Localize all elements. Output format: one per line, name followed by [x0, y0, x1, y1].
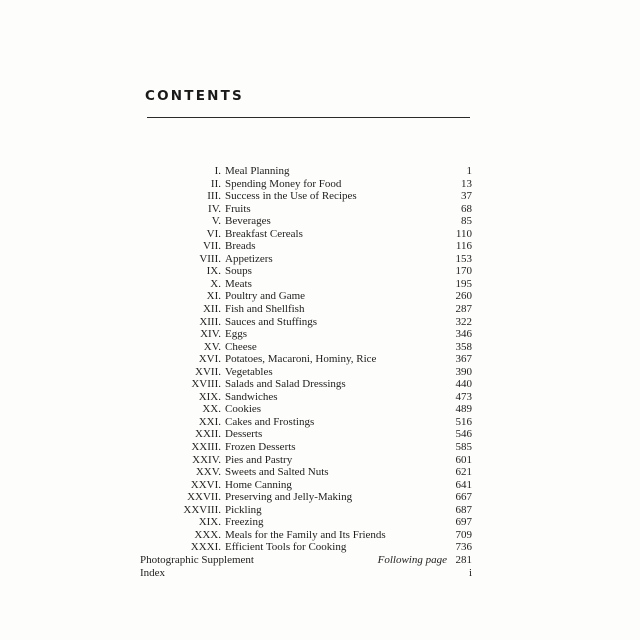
toc-entry [140, 378, 472, 391]
chapter-number: XV. [203, 340, 221, 353]
chapter-title: Sweets and Salted Nuts [225, 466, 329, 479]
chapter-title: Success in the Use of Recipes [225, 190, 357, 203]
chapter-title: Desserts [225, 428, 263, 441]
chapter-number: V. [211, 215, 221, 228]
chapter-title: Fruits [225, 202, 251, 215]
chapter-page: 601 [455, 453, 472, 466]
chapter-number: XXII. [195, 428, 221, 441]
chapter-title: Breads [225, 240, 256, 253]
toc-entry [140, 366, 472, 379]
chapter-page: 116 [455, 240, 472, 253]
chapter-title: Poultry and Game [225, 290, 306, 303]
toc-entry-title: Photographic Supplement [140, 553, 254, 566]
toc-entry [140, 391, 472, 404]
chapter-number: XIX. [198, 390, 221, 403]
chapter-title: Vegetables [225, 365, 273, 378]
chapter-page: 687 [455, 503, 472, 516]
toc-entry [140, 403, 472, 416]
page-title: CONTENTS [145, 88, 244, 104]
chapter-number: XXVII. [187, 491, 221, 504]
chapter-number: IX. [206, 265, 221, 278]
chapter-number: XIII. [199, 315, 221, 328]
toc-entry [140, 516, 472, 529]
toc-entry [140, 479, 472, 492]
toc-entry [140, 466, 472, 479]
chapter-page: 367 [455, 353, 472, 366]
chapter-number: VIII. [199, 252, 221, 265]
chapter-number: XII. [202, 303, 221, 316]
toc-entry [140, 203, 472, 216]
chapter-page: 346 [455, 328, 472, 341]
chapter-title: Pickling [225, 503, 262, 516]
toc-entry [140, 541, 472, 554]
chapter-page: 546 [455, 428, 472, 441]
chapter-number: XVII. [195, 365, 221, 378]
toc-entry-supplement [140, 554, 472, 567]
chapter-title: Home Canning [225, 478, 292, 491]
chapter-number: VI. [206, 227, 221, 240]
chapter-number: III. [207, 190, 221, 203]
chapter-number: I. [214, 165, 221, 177]
chapter-page: 621 [455, 466, 472, 479]
chapter-page: 13 [461, 177, 472, 190]
toc-entry-index [140, 567, 472, 580]
toc-entry [140, 278, 472, 291]
toc-entry [140, 178, 472, 191]
toc-entry [140, 441, 472, 454]
chapter-number: XXV. [195, 466, 221, 479]
toc-entry-title: Index [140, 566, 166, 579]
chapter-number: XI. [206, 290, 221, 303]
chapter-number: XXI. [198, 415, 221, 428]
toc-entry [140, 341, 472, 354]
chapter-number: XIX. [198, 516, 221, 529]
chapter-title: Eggs [225, 328, 247, 341]
chapter-title: Freezing [225, 516, 264, 529]
chapter-title: Beverages [225, 215, 271, 228]
chapter-page: 85 [461, 215, 472, 228]
toc-entry [140, 504, 472, 517]
toc-entry [140, 215, 472, 228]
chapter-page: 440 [455, 378, 472, 391]
chapter-page: 585 [455, 441, 472, 454]
chapter-title: Breakfast Cereals [225, 227, 303, 240]
chapter-page: 358 [455, 340, 472, 353]
toc-entry [140, 328, 472, 341]
chapter-title: Meats [225, 277, 252, 290]
chapter-number: XVIII. [191, 378, 221, 391]
chapter-page: 287 [455, 303, 472, 316]
toc-entry-page: 281 [455, 553, 472, 566]
toc-entry [140, 165, 472, 178]
chapter-page: 641 [455, 478, 472, 491]
chapter-title: Salads and Salad Dressings [225, 378, 346, 391]
chapter-number: XXVI. [190, 478, 221, 491]
chapter-number: XXXI. [190, 541, 221, 554]
chapter-page: 697 [455, 516, 472, 529]
toc-entry [140, 253, 472, 266]
chapter-title: Efficient Tools for Cooking [225, 541, 347, 554]
chapter-number: IV. [208, 202, 221, 215]
toc-entry [140, 290, 472, 303]
chapter-title: Pies and Pastry [225, 453, 293, 466]
toc-entry [140, 240, 472, 253]
title-rule [147, 117, 470, 118]
chapter-page: 195 [455, 277, 472, 290]
chapter-title: Soups [225, 265, 252, 278]
toc-entry [140, 491, 472, 504]
toc-entry-note: Following page [377, 553, 447, 566]
chapter-number: XIV. [200, 328, 221, 341]
chapter-title: Potatoes, Macaroni, Hominy, Rice [225, 353, 377, 366]
chapter-title: Cakes and Frostings [225, 415, 315, 428]
toc-entry [140, 303, 472, 316]
chapter-page: 260 [455, 290, 472, 303]
toc-entry [140, 316, 472, 329]
chapter-page: 322 [455, 315, 472, 328]
toc-entry [140, 190, 472, 203]
toc-entry [140, 416, 472, 429]
chapter-page: 516 [455, 415, 472, 428]
chapter-title: Cookies [225, 403, 262, 416]
chapter-page: 37 [461, 190, 472, 203]
chapter-title: Sandwiches [225, 390, 278, 403]
chapter-title: Spending Money for Food [225, 177, 342, 190]
chapter-page: 390 [455, 365, 472, 378]
chapter-page: 1 [466, 165, 472, 177]
chapter-page: 736 [455, 541, 472, 554]
toc-entry [140, 428, 472, 441]
chapter-number: XVI. [198, 353, 221, 366]
chapter-number: XXX. [194, 528, 221, 541]
chapter-title: Meals for the Family and Its Friends [225, 528, 386, 541]
chapter-title: Appetizers [225, 252, 273, 265]
chapter-page: 667 [455, 491, 472, 504]
chapter-number: XXIV. [192, 453, 221, 466]
toc-entry [140, 228, 472, 241]
chapter-title: Frozen Desserts [225, 441, 296, 454]
toc-entry-page: i [468, 566, 472, 579]
chapter-page: 489 [455, 403, 472, 416]
chapter-title: Cheese [225, 340, 257, 353]
chapter-title: Meal Planning [225, 165, 290, 177]
toc-entry [140, 353, 472, 366]
chapter-number: X. [210, 277, 221, 290]
table-of-contents [140, 165, 472, 579]
chapter-page: 170 [455, 265, 472, 278]
chapter-title: Preserving and Jelly-Making [225, 491, 353, 504]
chapter-number: XX. [202, 403, 221, 416]
chapter-page: 110 [455, 227, 472, 240]
chapter-page: 153 [455, 252, 472, 265]
chapter-page: 68 [461, 202, 472, 215]
chapter-number: XXVIII. [183, 503, 221, 516]
chapter-page: 473 [455, 390, 472, 403]
chapter-number: II. [210, 177, 221, 190]
chapter-number: XXIII. [191, 441, 221, 454]
chapter-number: VII. [202, 240, 221, 253]
toc-entry [140, 529, 472, 542]
chapter-page: 709 [455, 528, 472, 541]
toc-entry [140, 454, 472, 467]
chapter-title: Fish and Shellfish [225, 303, 305, 316]
chapter-title: Sauces and Stuffings [225, 315, 318, 328]
toc-entry [140, 265, 472, 278]
